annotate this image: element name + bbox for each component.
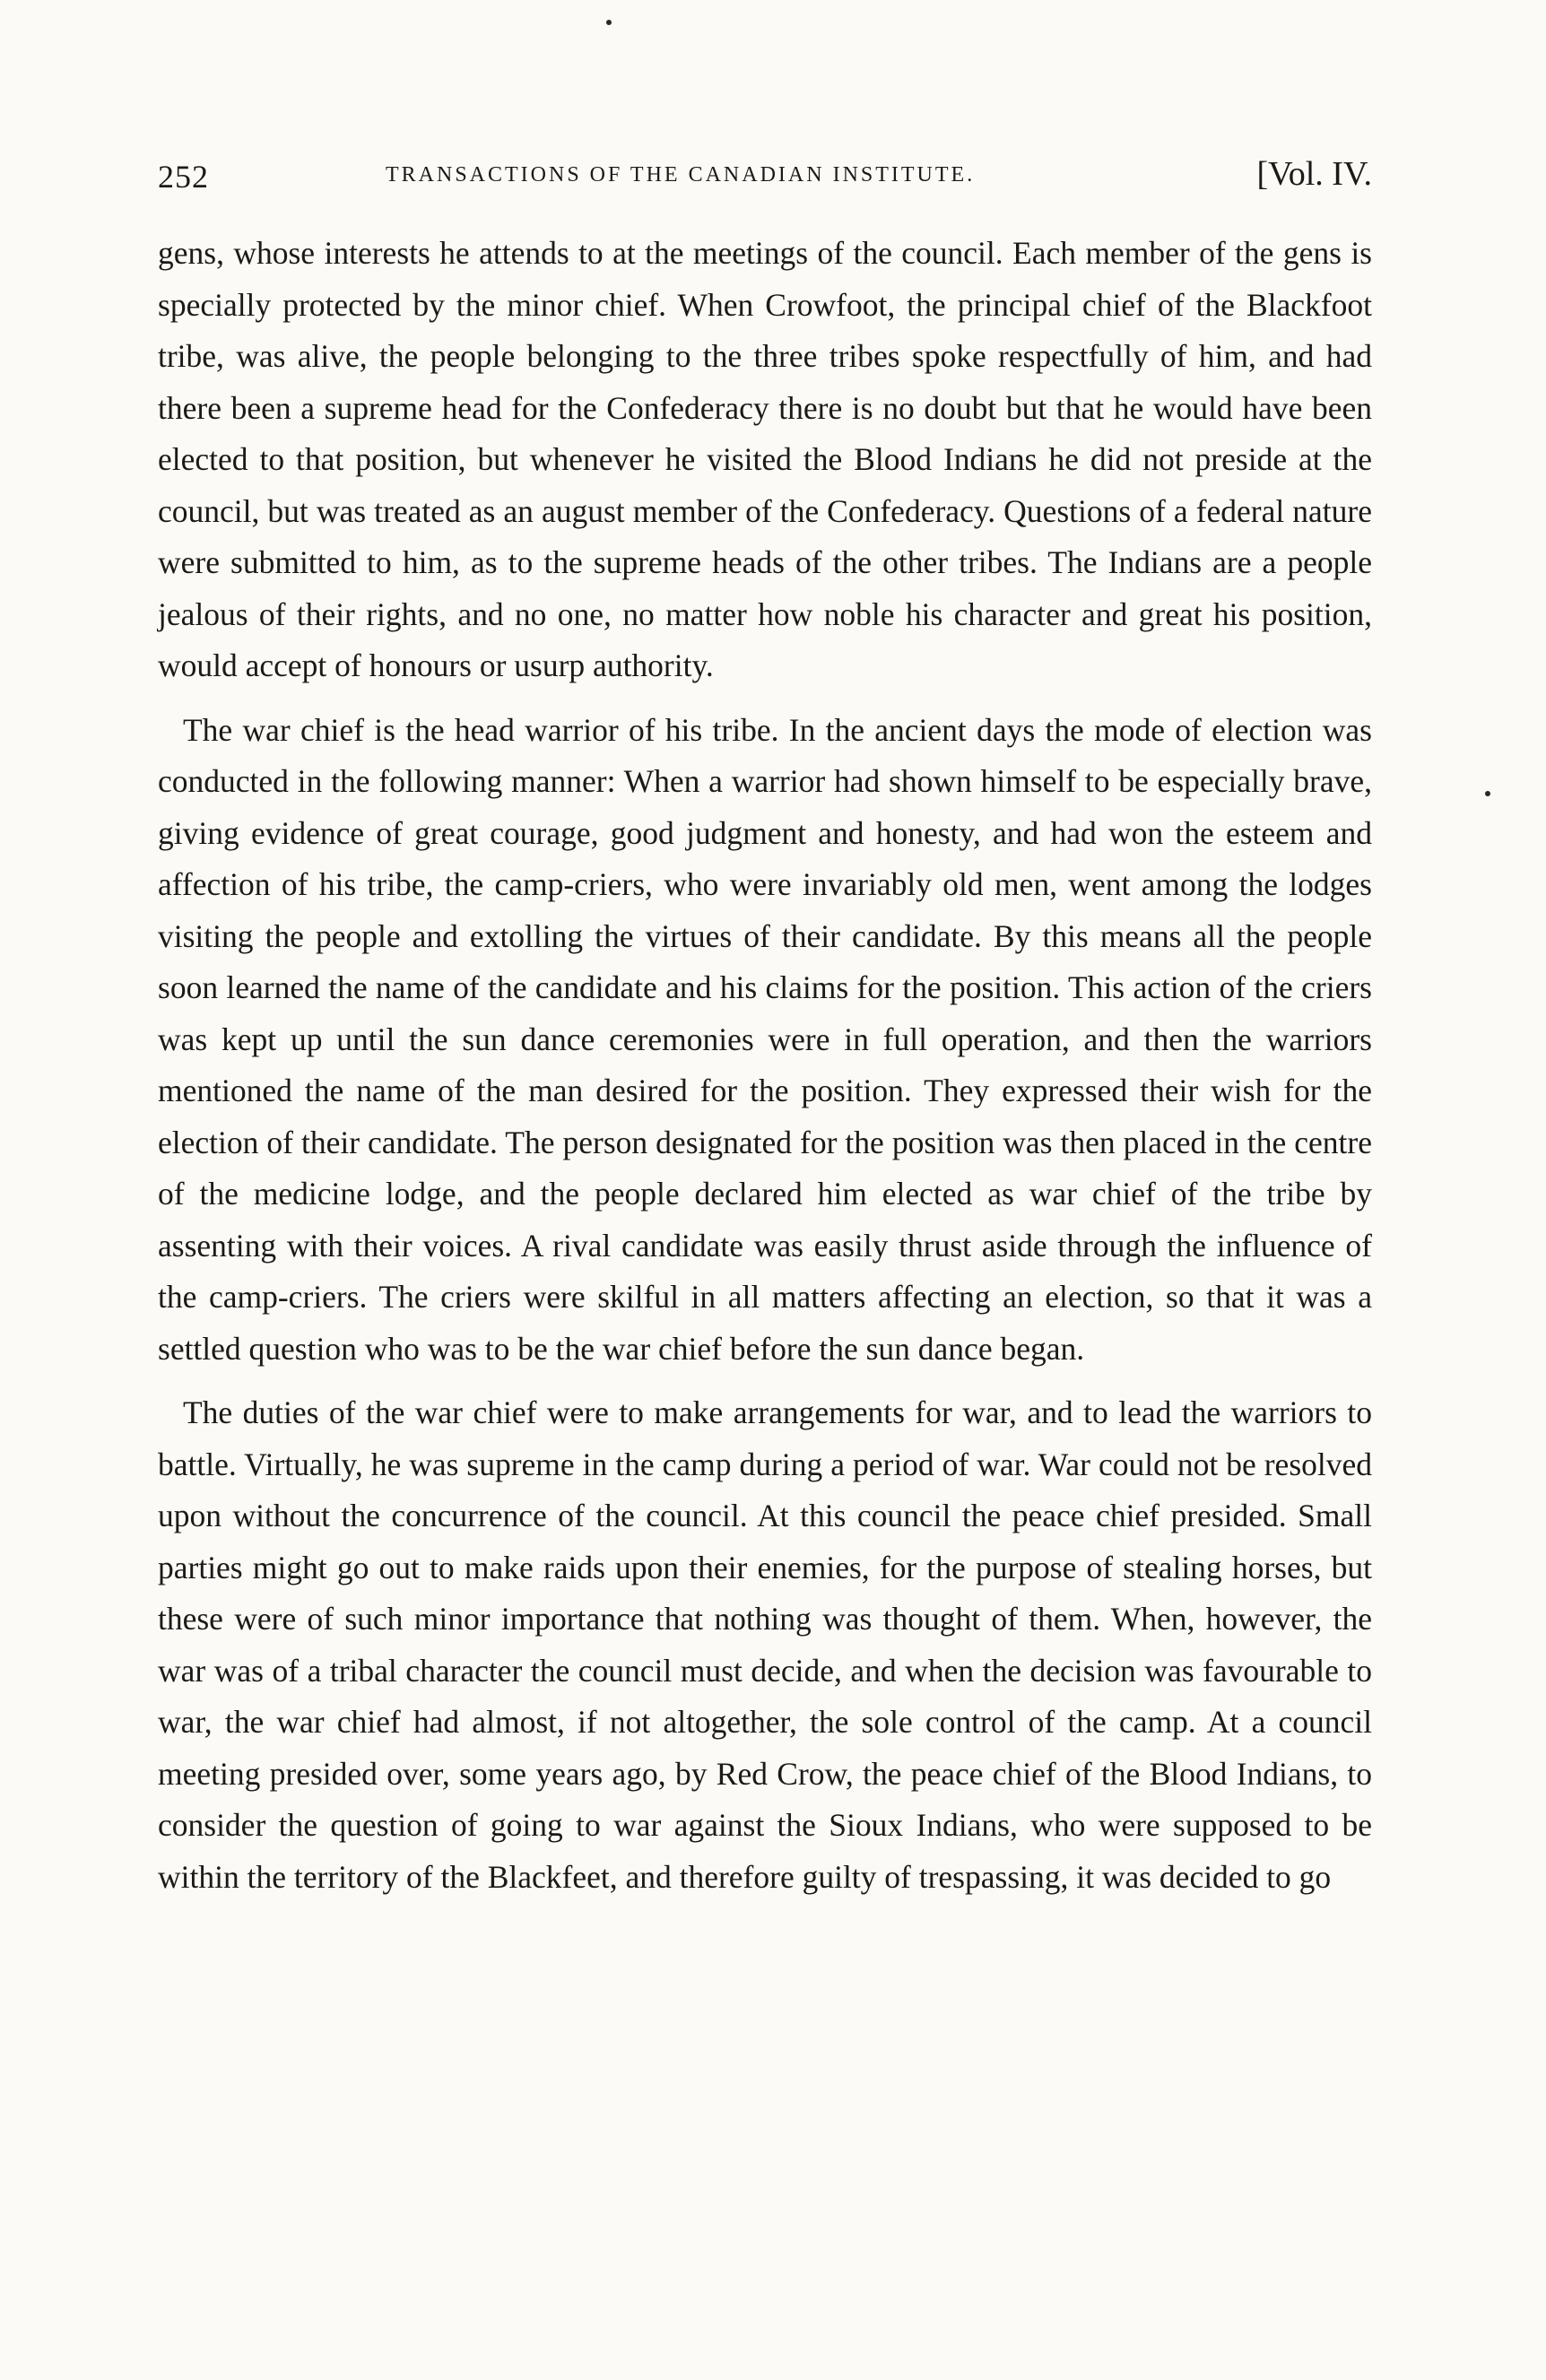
paragraph-war-chief-duties: The duties of the war chief were to make arrangements for war, and to lead the warriors to battle. Virtually, he was supreme in the camp during a period of war. War could not be resolved upon without the concurrence of the council. At this council the peace chief presided. Small parties might go out to make raids upon their enemies, for the purpose of stealing horses, but these were of such minor importance that nothing was thought of them. When, however, the war was of a tribal character the council must decide, and when the decision was favourable to war, the war chief had almost, if not altogether, the sole control of the camp. At a council meeting presided over, some years ago, by Red Crow, the peace chief of the Blood Indians, to consider the question of going to war against the Sioux Indians, who were supposed to be within the territory of the Blackfeet, and therefore guilty of trespassing, it was decided to go (158, 1394, 1372, 1895)
ink-speck (606, 20, 612, 25)
paragraph-war-chief-election: The war chief is the head warrior of his tribe. In the ancient days the mode of election was conducted in the following manner: When a warrior had shown himself to be especially brave, giving evidence of great courage, good judgment and honesty, and had won the esteem and affection of his tribe, the camp-criers, who were invariably old men, went among the lodges visiting the people and extolling the virtues of their candidate. By this means all the people soon learned the name of the candidate and his claims for the position. This action of the criers was kept up until the sun dance ceremonies were in full operation, and then the warriors mentioned the name of the man desired for the position. They expressed their wish for the election of their candidate. The person designated for the position was then placed in the centre of the medicine lodge, and the people declared him elected as war chief of the tribe by assenting with their voices. A rival candidate was easily thrust aside through the influence of the camp-criers. The criers were skilful in all matters affecting an election, so that it was a settled question who was to be the war chief before the sun dance began. (158, 711, 1372, 1367)
paragraph-continued: gens, whose interests he attends to at the meetings of the council. Each member of the gens is specially protected by the minor chief. When Crowfoot, the principal chief of the Blackfoot tribe, was alive, the people belonging to the three tribes spoke respectfully of him, and had there been a supreme head for the Confederacy there is no doubt but that he would have been elected to that position, but whenever he visited the Blood Indians he did not preside at the council, but was treated as an august member of the Confederacy. Questions of a federal nature were submitted to him, as to the supreme heads of the other tribes. The Indians are a people jealous of their rights, and no one, no matter how noble his character and great his position, would accept of honours or usurp authority. (158, 235, 1372, 683)
body-text (158, 228, 1372, 1903)
volume-label: [Vol. IV. (1256, 155, 1372, 193)
page-header (158, 155, 1372, 208)
ink-speck (1485, 791, 1490, 796)
page-number: 252 (158, 159, 209, 195)
running-title: TRANSACTIONS OF THE CANADIAN INSTITUTE. (386, 163, 976, 187)
